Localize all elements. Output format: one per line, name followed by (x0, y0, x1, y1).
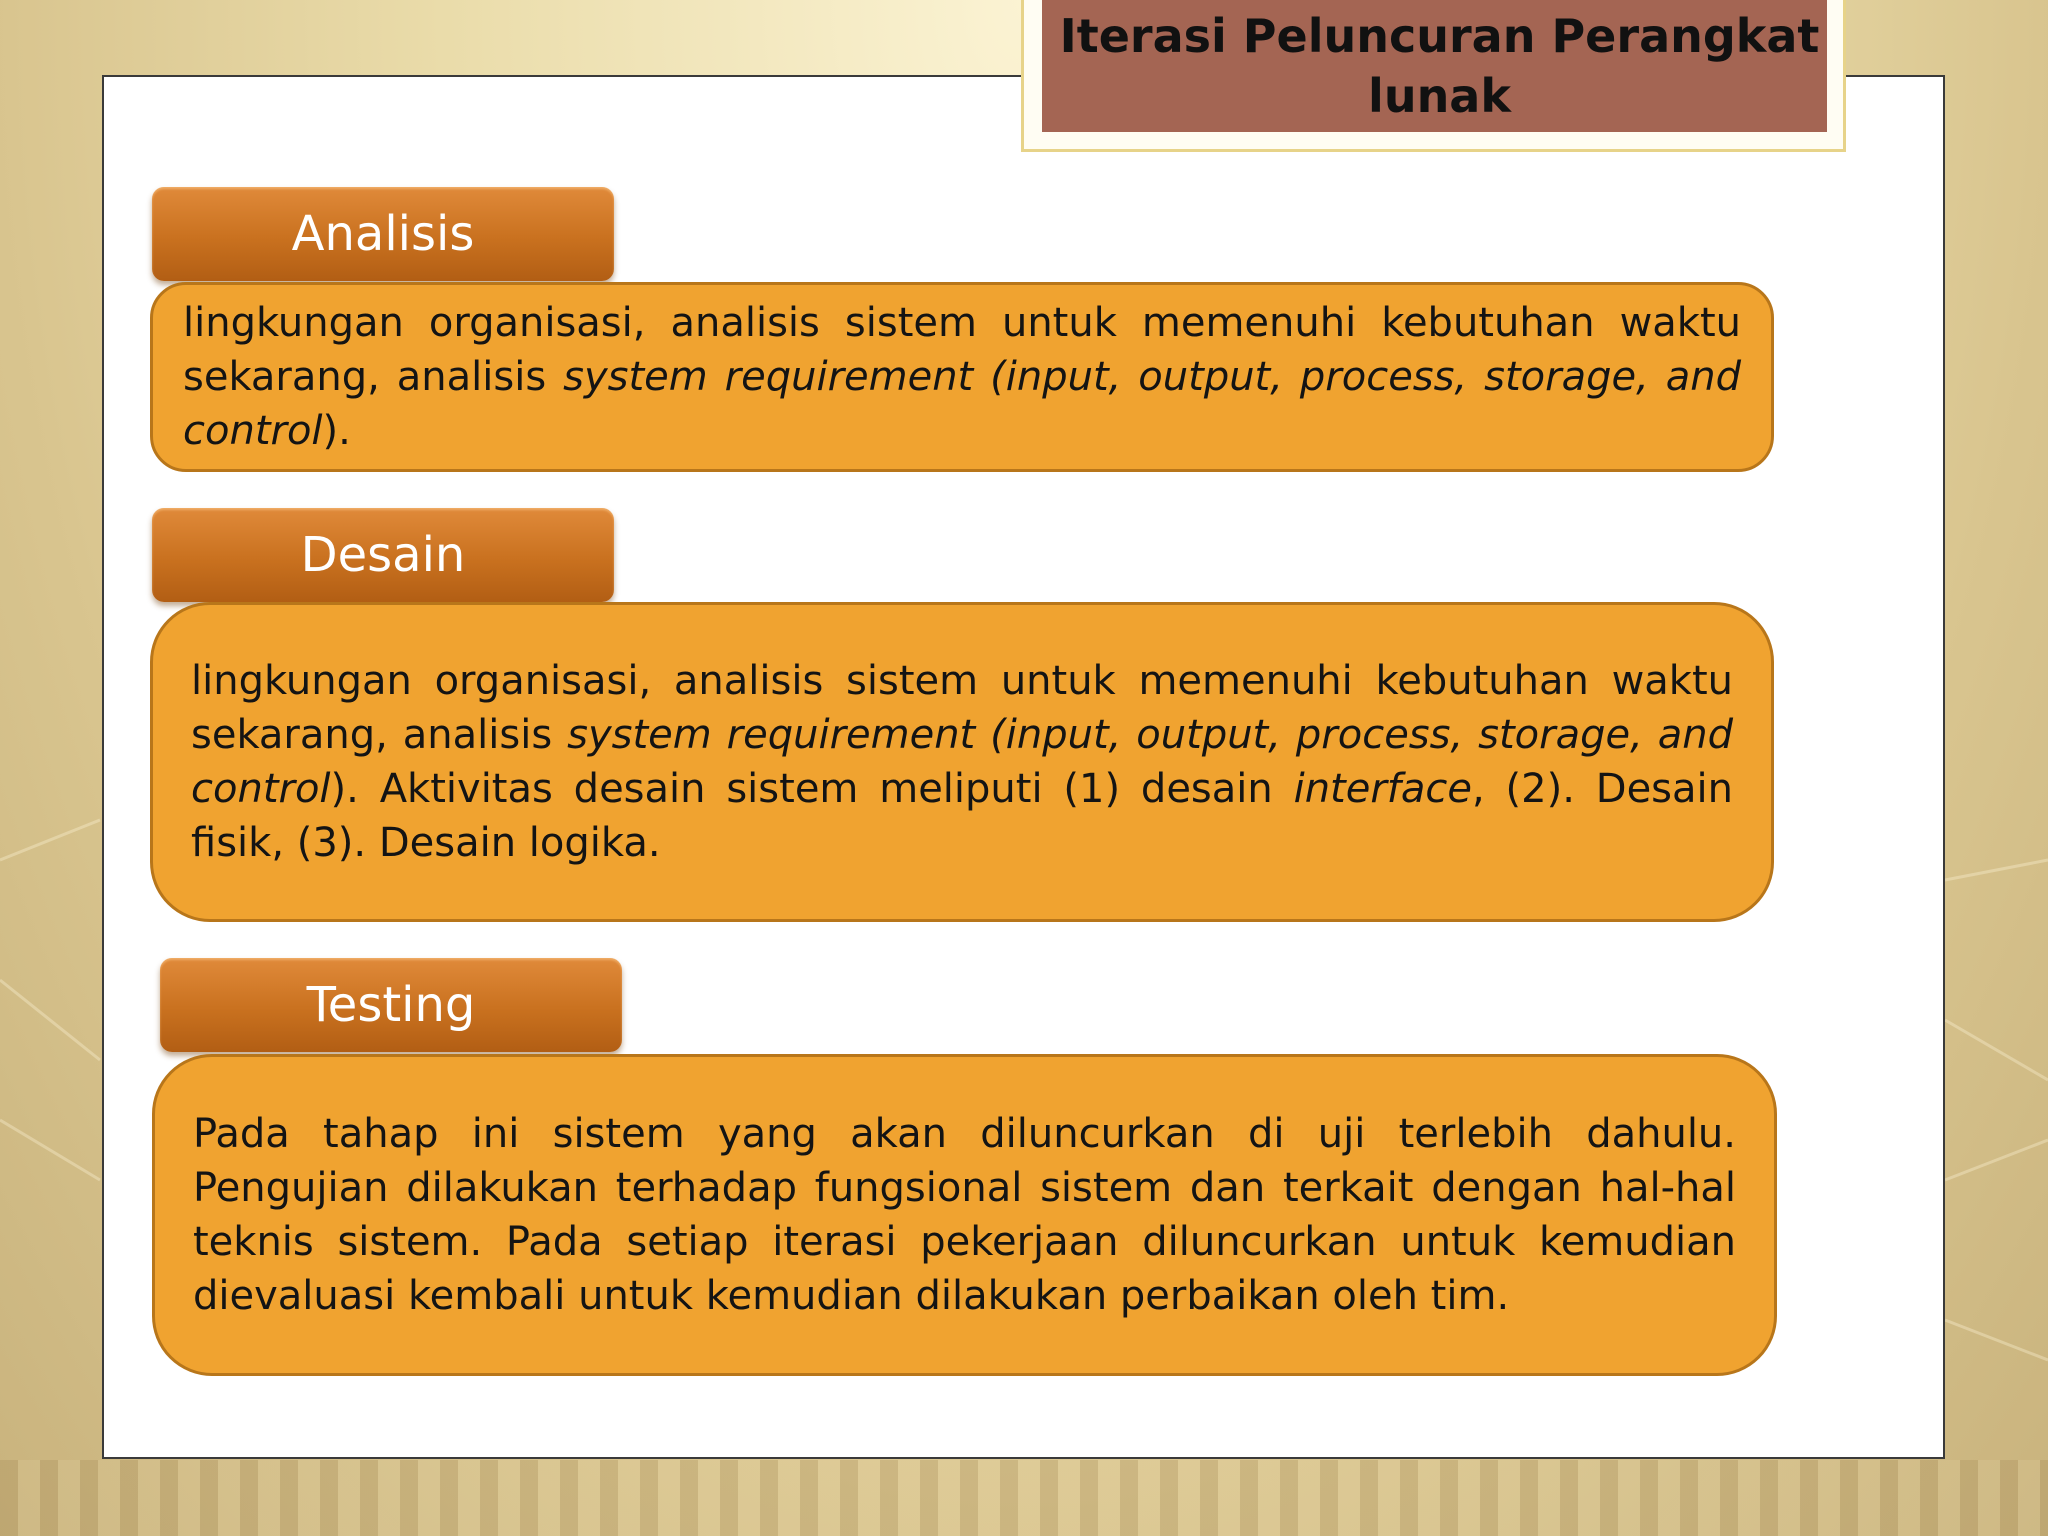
tab-testing (160, 958, 622, 1052)
content-box-testing (152, 1054, 1777, 1376)
content-text-analisis (183, 296, 1741, 458)
content-text-testing (193, 1107, 1736, 1323)
text-segment: ). (322, 408, 351, 454)
tab-label: Analisis (291, 206, 475, 262)
text-segment: system requirement (input, output, process, storage, and control (183, 354, 1741, 454)
content-box-analisis (150, 282, 1774, 472)
background-stripes (0, 1460, 2048, 1536)
tab-label: Desain (300, 527, 466, 583)
tab-desain (152, 508, 614, 602)
text-segment: lingkungan organisasi, analisis sistem untuk memenuhi kebutuhan waktu sekarang, analisis (191, 658, 1733, 758)
slide-title: Iterasi Peluncuran Perangkat lunak (1059, 9, 1820, 123)
text-segment: system requirement (input, output, process, storage, and control (191, 712, 1733, 812)
tab-label: Testing (306, 977, 476, 1033)
text-segment: Pada tahap ini sistem yang akan diluncurkan di uji terlebih dahulu. Pengujian dilakukan terhadap fungsional sistem dan terkait dengan hal-hal teknis sistem. Pada setiap iterasi pekerjaan diluncurkan untuk kemudian dievaluasi kembali untuk kemudian dilakukan perbaikan oleh tim. (193, 1111, 1736, 1319)
tab-analisis (152, 187, 614, 281)
content-box-desain (150, 602, 1774, 922)
content-text-desain (191, 654, 1733, 870)
text-segment: ). Aktivitas desain sistem meliputi (1) desain (330, 766, 1294, 812)
title-box (1042, 0, 1827, 132)
text-segment: lingkungan organisasi, analisis sistem untuk memenuhi kebutuhan waktu sekarang, analisis (183, 300, 1741, 400)
title-frame (1021, 0, 1846, 152)
text-segment: interface (1293, 766, 1472, 812)
text-segment: , (2). Desain fisik, (3). Desain logika. (191, 766, 1734, 866)
